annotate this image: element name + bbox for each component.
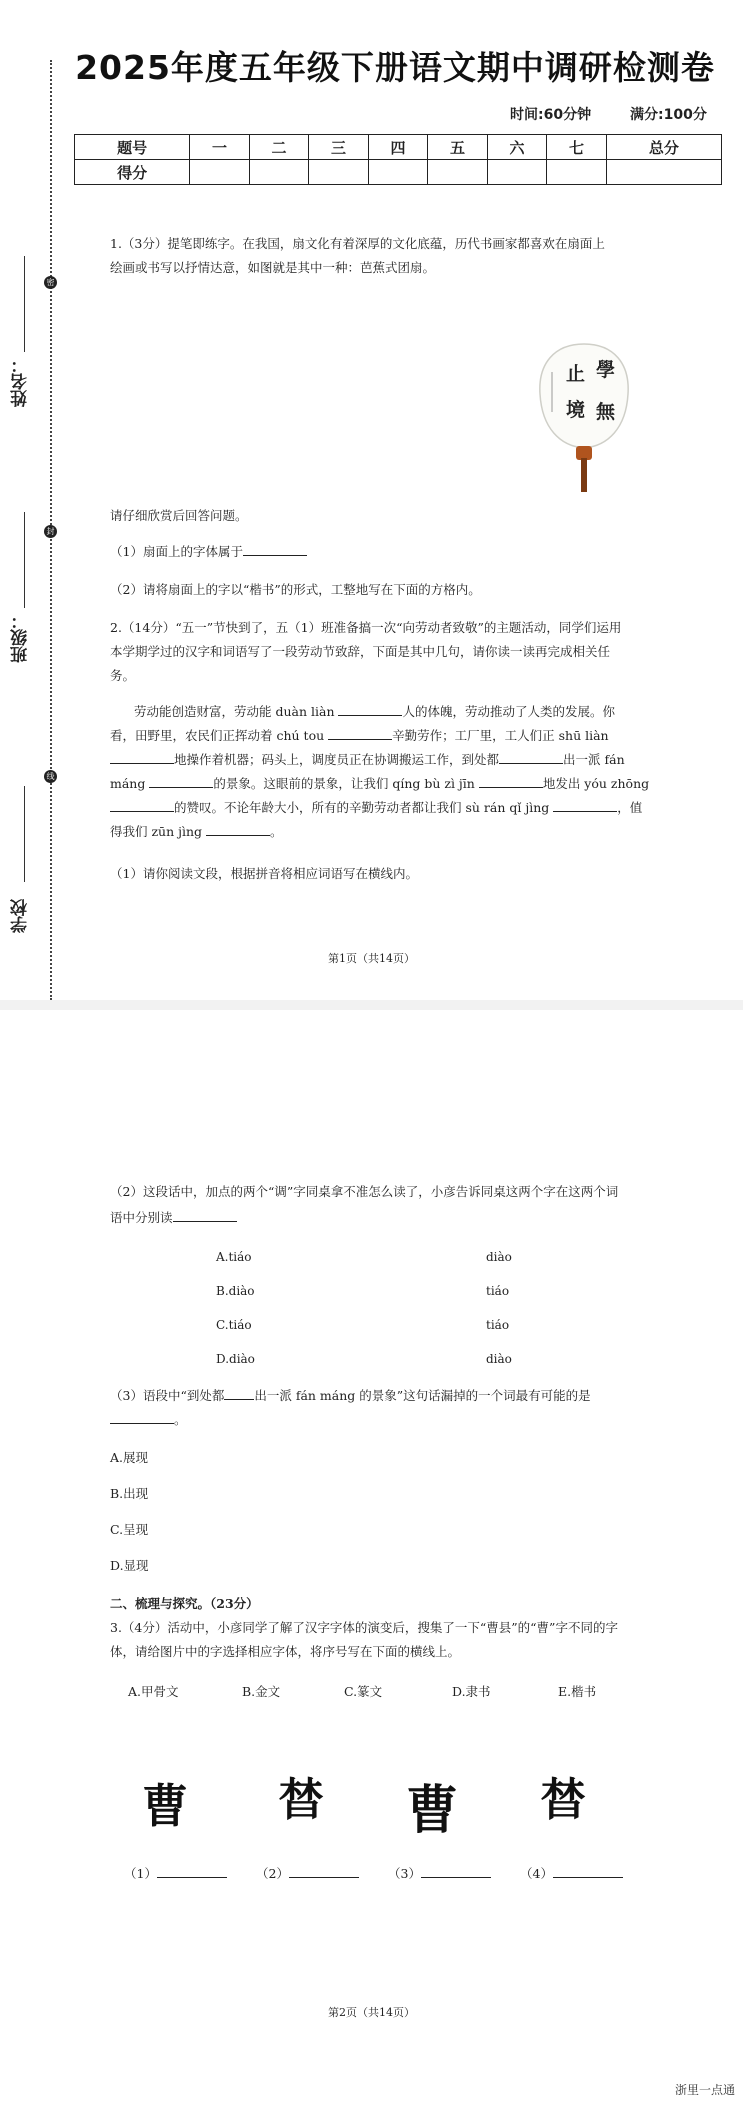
font-option: D.隶书 (452, 1684, 491, 1699)
choice-d[interactable]: D.显现 (110, 1558, 149, 1573)
class-write-line (24, 512, 25, 608)
answer-label: （3） (388, 1866, 421, 1881)
choice-c[interactable]: C.呈现 (110, 1522, 149, 1537)
answer-blank[interactable] (421, 1863, 491, 1878)
page-title: 2025年度五年级下册语文期中调研检测卷 (75, 48, 715, 87)
answer-label: （2） (256, 1866, 289, 1881)
full-score: 满分:100分 (630, 107, 707, 123)
passage-text: 人的体魄，劳动推动了人类的发展。你 (402, 704, 615, 719)
answer-blank[interactable] (289, 1863, 359, 1878)
table-cell: 二 (249, 135, 309, 160)
glyph-4: 𣈅 (540, 1773, 586, 1827)
page-separator (0, 1000, 743, 1010)
choice-b[interactable]: B.出现 (110, 1486, 149, 1501)
exam-time: 时间:60分钟 (510, 107, 592, 123)
fan-knot (576, 446, 592, 460)
passage-text: 的景象。这眼前的景象，让我们 qíng bù zì jīn (213, 776, 479, 791)
score-entry-cell[interactable] (249, 160, 309, 185)
answer-blank[interactable] (328, 725, 392, 740)
passage-line-4 (110, 772, 649, 796)
answer-blank[interactable] (110, 1409, 174, 1424)
answer-blank[interactable] (224, 1385, 254, 1400)
passage-text: 出一派 fán (563, 752, 625, 767)
answer-1 (124, 1862, 227, 1886)
answer-blank[interactable] (173, 1207, 237, 1222)
question-text: 出一派 fán máng 的景象”这句话漏掉的一个词最有可能的是 (254, 1388, 591, 1403)
q2-line-2: 本学期学过的汉字和词语写了一段劳动节致辞，下面是其中几句，请你读一读再完成相关任 (110, 644, 611, 659)
font-option: B.金文 (242, 1684, 281, 1699)
passage-text: 地操作着机器；码头上，调度员正在协调搬运工作，到处都 (174, 752, 500, 767)
answer-2 (256, 1862, 359, 1886)
fan-char: 止 (566, 363, 586, 385)
passage-text: 地发出 yóu zhōng (542, 776, 650, 791)
answer-blank[interactable] (157, 1863, 227, 1878)
q2-sub-3-line-2 (110, 1408, 187, 1432)
page-footer: 第2页（共14页） (328, 2006, 415, 2019)
table-cell: 题号 (75, 135, 190, 160)
table-cell: 得分 (75, 160, 190, 185)
answer-blank[interactable] (149, 773, 213, 788)
answer-label: （4） (520, 1866, 553, 1881)
glyph-2: 𣈅 (278, 1773, 324, 1827)
q1-line-1: 1.（3分）提笔即练字。在我国，扇文化有着深厚的文化底蕴，历代书画家都喜欢在扇面上 (110, 236, 605, 251)
table-cell: 六 (487, 135, 547, 160)
answer-blank[interactable] (338, 701, 402, 716)
q2-line-3: 务。 (110, 668, 136, 683)
answer-blank[interactable] (499, 749, 563, 764)
seal-xian: 线 (44, 770, 57, 783)
answer-label: （1） (124, 1866, 157, 1881)
answer-blank[interactable] (479, 773, 543, 788)
table-cell: 五 (428, 135, 488, 160)
passage-text: 劳动能创造财富，劳动能 duàn liàn (134, 704, 339, 719)
table-cell: 一 (190, 135, 250, 160)
name-write-line (24, 256, 25, 352)
table-cell: 三 (309, 135, 369, 160)
passage-text: 得我们 zūn jìng (110, 824, 207, 839)
font-option: A.甲骨文 (128, 1684, 179, 1699)
passage-line-5 (110, 796, 642, 820)
answer-blank[interactable] (110, 749, 174, 764)
option-d-right: diào (486, 1352, 512, 1366)
q1-sub-2: （2）请将扇面上的字以“楷书”的形式，工整地写在下面的方格内。 (110, 582, 481, 597)
fan-char: 境 (566, 399, 586, 421)
question-text: 语中分别读 (110, 1210, 173, 1225)
answer-4 (520, 1862, 623, 1886)
font-option: C.篆文 (344, 1684, 383, 1699)
school-label: 学校 (11, 899, 31, 933)
option-d-left[interactable]: D.diào (216, 1352, 255, 1366)
score-entry-cell[interactable] (547, 160, 607, 185)
q2-sub-2-line-1: （2）这段话中，加点的两个“调”字同桌拿不准怎么读了，小彦告诉同桌这两个字在这两个词 (110, 1184, 619, 1199)
q2-sub-3-line-1 (110, 1384, 591, 1408)
table-cell: 总分 (606, 135, 721, 160)
passage-line-2 (110, 724, 609, 748)
score-entry-cell[interactable] (428, 160, 488, 185)
answer-blank[interactable] (110, 797, 174, 812)
score-entry-cell[interactable] (190, 160, 250, 185)
seal-feng: 封 (44, 525, 57, 538)
fan-char: 學 (596, 359, 616, 381)
option-b-right: tiáo (486, 1284, 510, 1298)
choice-a[interactable]: A.展现 (110, 1450, 149, 1465)
glyph-3: 曹 (406, 1780, 459, 1841)
q2-sub-1: （1）请你阅读文段，根据拼音将相应词语写在横线内。 (110, 866, 418, 881)
passage-line-3 (110, 748, 625, 772)
passage-text: 看，田野里，农民们正挥动着 chú tou (110, 728, 329, 743)
page-1 (0, 0, 743, 1000)
passage-text: ，值 (617, 800, 643, 815)
passage-text: máng (110, 776, 150, 791)
option-c-right: tiáo (486, 1318, 510, 1332)
option-a-left[interactable]: A.tiáo (216, 1250, 252, 1264)
section-2-heading: 二、梳理与探究。（23分） (110, 1596, 259, 1611)
fan-handle (581, 458, 587, 492)
q2-sub-2-line-2 (110, 1206, 237, 1230)
q2-line-1: 2.（14分）“五一”节快到了，五（1）班准备搞一次“向劳动者致敬”的主题活动，同学们运用 (110, 620, 622, 635)
option-b-left[interactable]: B.diào (216, 1284, 255, 1298)
table-cell: 四 (368, 135, 428, 160)
score-table-header-row (75, 135, 722, 160)
page-2 (0, 1010, 743, 2070)
font-option: E.楷书 (558, 1684, 597, 1699)
watermark: 浙里一点通 (674, 2083, 735, 2097)
passage-text: 。 (270, 824, 283, 839)
question-text: （3）语段中“到处都 (110, 1388, 225, 1403)
score-entry-cell[interactable] (606, 160, 721, 185)
question-text: 。 (174, 1412, 187, 1427)
table-cell: 七 (547, 135, 607, 160)
answer-3 (388, 1862, 491, 1886)
q1-sub-1-text: （1）扇面上的字体属于 (110, 544, 243, 559)
option-c-left[interactable]: C.tiáo (216, 1318, 252, 1332)
q1-line-2: 绘画或书写以抒情达意，如图就是其中一种：芭蕉式团扇。 (110, 260, 436, 275)
q3-line-2: 体，请给图片中的字选择相应字体，将序号写在下面的横线上。 (110, 1644, 461, 1659)
q3-line-1: 3.（4分）活动中，小彦同学了解了汉字字体的演变后，搜集了一下“曹县”的“曹”字不同的字 (110, 1620, 618, 1635)
seal-mi: 密 (44, 276, 57, 289)
name-label: 姓名： (11, 356, 31, 408)
answer-blank[interactable] (553, 797, 617, 812)
option-a-right: diào (486, 1250, 512, 1264)
passage-text: 辛勤劳作；工厂里，工人们正 shū liàn (392, 728, 609, 743)
q1-sub-1 (110, 540, 307, 564)
answer-blank[interactable] (243, 541, 307, 556)
page-footer: 第1页（共14页） (328, 952, 415, 965)
passage-line-6 (110, 820, 283, 844)
score-entry-cell[interactable] (368, 160, 428, 185)
glyph-1: 曹 (142, 1779, 188, 1833)
score-entry-cell[interactable] (309, 160, 369, 185)
score-table-score-row (75, 160, 722, 185)
passage-text: 的赞叹。不论年龄大小，所有的辛勤劳动者都让我们 sù rán qǐ jìng (174, 800, 554, 815)
score-entry-cell[interactable] (487, 160, 547, 185)
answer-blank[interactable] (553, 1863, 623, 1878)
answer-blank[interactable] (206, 821, 270, 836)
class-label: 班级： (11, 612, 31, 664)
fan-char: 無 (596, 401, 616, 423)
passage-line-1 (134, 700, 615, 724)
q1-prompt: 请仔细欣赏后回答问题。 (110, 508, 248, 523)
school-write-line (24, 786, 25, 882)
score-table (74, 134, 722, 185)
